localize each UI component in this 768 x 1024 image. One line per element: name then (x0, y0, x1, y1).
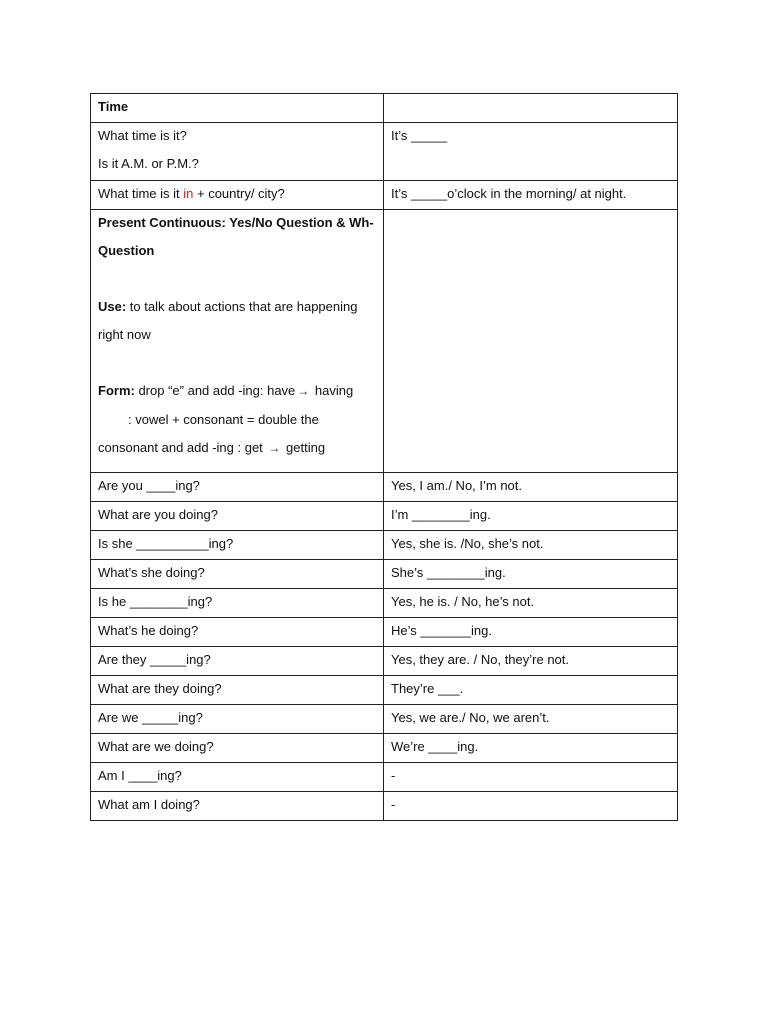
grammar-title: Question (98, 243, 155, 258)
question-cell: What’s he doing? (91, 618, 384, 647)
time-in-question (91, 181, 384, 210)
table-row (91, 763, 678, 792)
form-label: Form: (98, 383, 135, 398)
answer-cell: - (384, 763, 678, 792)
time-in-row (91, 181, 678, 210)
use-text: to talk about actions that are happening (126, 299, 358, 314)
question-text: What time is it (98, 186, 184, 201)
form-text: having (311, 383, 354, 398)
table-row (91, 676, 678, 705)
header-title: Time (91, 94, 384, 123)
grammar-row (91, 210, 678, 473)
use-text-continued: right now (98, 327, 151, 342)
answer-cell: Yes, I am./ No, I’m not. (384, 473, 678, 502)
spacer (98, 353, 377, 381)
form-text-indented: : vowel + consonant = double the (128, 412, 319, 427)
time-question-row (91, 123, 678, 181)
spacer (98, 269, 377, 297)
question-cell: What are you doing? (91, 502, 384, 531)
form-line (98, 381, 377, 401)
grammar-answer-cell (384, 210, 678, 473)
use-label: Use: (98, 299, 127, 314)
table-row (91, 792, 678, 821)
answer-text: It’s _____ (391, 128, 448, 143)
answer-cell: Yes, we are./ No, we aren’t. (384, 705, 678, 734)
question-cell: Am I ____ing? (91, 763, 384, 792)
question-cell: Are you ____ing? (91, 473, 384, 502)
question-cell: Are they _____ing? (91, 647, 384, 676)
grammar-title: Present Continuous: Yes/No Question & Wh- (98, 215, 374, 230)
time-answer-cell (384, 123, 678, 181)
question-cell: What are we doing? (91, 734, 384, 763)
time-question-cell (91, 123, 384, 181)
answer-cell: They’re ___. (384, 676, 678, 705)
answer-cell: I’m ________ing. (384, 502, 678, 531)
arrow-right-icon: → (268, 441, 281, 455)
question-cell: What am I doing? (91, 792, 384, 821)
question-cell: Are we _____ing? (91, 705, 384, 734)
answer-cell: We’re ____ing. (384, 734, 678, 763)
answer-cell: - (384, 792, 678, 821)
question-text: Is it A.M. or P.M.? (98, 156, 199, 171)
table-row (91, 560, 678, 589)
time-in-answer: It’s _____o’clock in the morning/ at night. (384, 181, 678, 210)
answer-cell: She’s ________ing. (384, 560, 678, 589)
header-row (91, 94, 678, 123)
qa-rows (91, 473, 678, 821)
table-row (91, 705, 678, 734)
use-line (98, 297, 377, 316)
question-cell: Is she __________ing? (91, 531, 384, 560)
form-line-2 (98, 438, 377, 458)
grammar-cell (91, 210, 384, 473)
answer-cell: He’s _______ing. (384, 618, 678, 647)
table-row (91, 589, 678, 618)
table-row (91, 734, 678, 763)
form-text: getting (282, 440, 326, 455)
form-text: consonant and add -ing : get (98, 440, 267, 455)
answer-cell: Yes, they are. / No, they’re not. (384, 647, 678, 676)
table-row (91, 531, 678, 560)
table-row (91, 647, 678, 676)
table-row (91, 502, 678, 531)
answer-cell: Yes, she is. /No, she’s not. (384, 531, 678, 560)
question-text: What time is it? (98, 128, 187, 143)
answer-cell: Yes, he is. / No, he’s not. (384, 589, 678, 618)
header-answer (384, 94, 678, 123)
question-cell: What are they doing? (91, 676, 384, 705)
highlight-word: in (183, 186, 194, 201)
question-cell: What’s she doing? (91, 560, 384, 589)
worksheet-table (90, 93, 678, 821)
question-text: + country/ city? (193, 186, 285, 201)
form-text: drop “e” and add -ing: have (134, 383, 296, 398)
table-row (91, 618, 678, 647)
arrow-right-icon: → (297, 384, 310, 398)
question-cell: Is he ________ing? (91, 589, 384, 618)
table-row (91, 473, 678, 502)
